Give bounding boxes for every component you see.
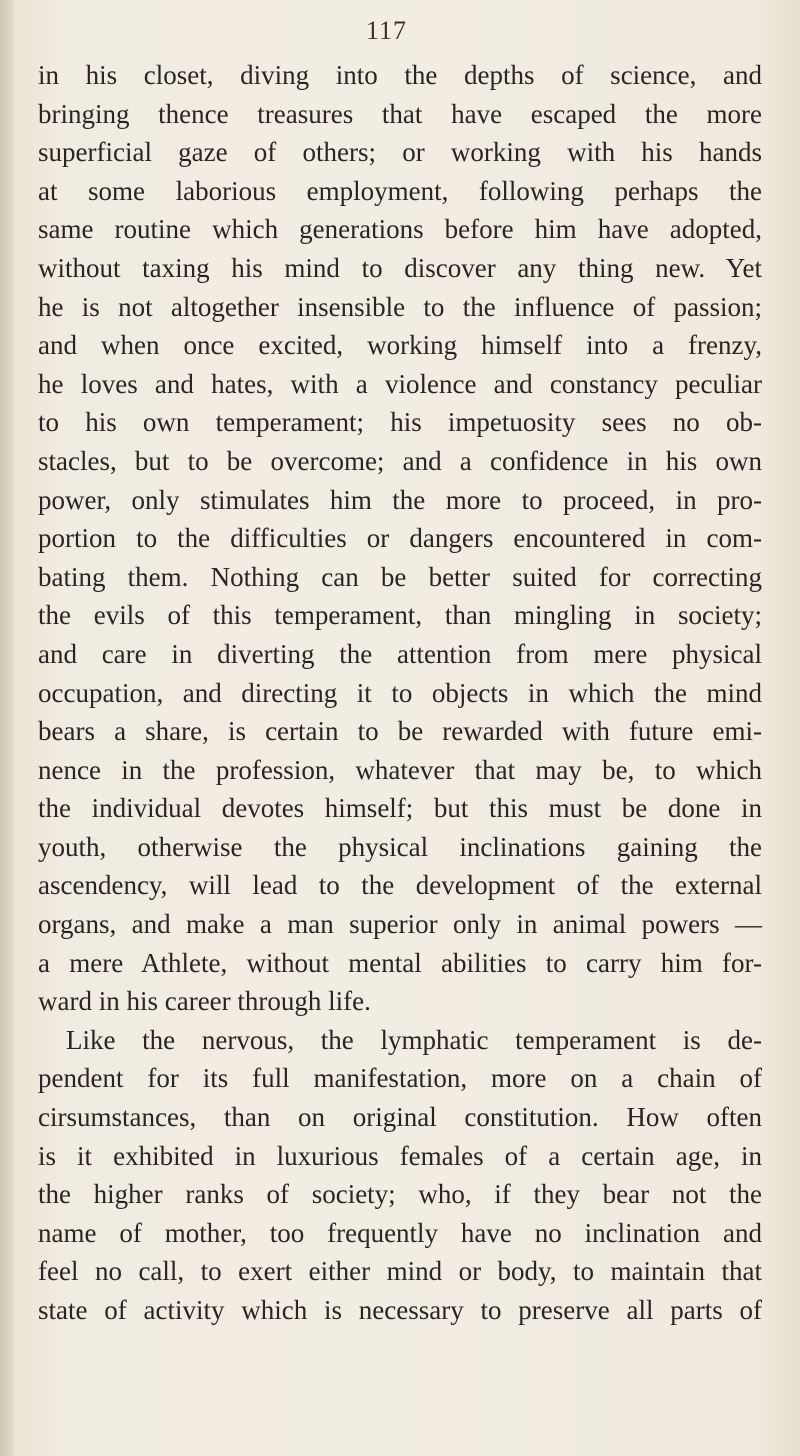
text-line: portion to the difficulties or dangers encountered in com- [38,523,762,554]
text-line: organs, and make a man superior only in animal powers — [38,909,762,940]
text-line: to his own temperament; his impetuosity sees no ob- [38,407,762,438]
text-line: cirsumstances, than on original constitution. How often [38,1102,762,1133]
text-line: nence in the profession, whatever that may be, to which [38,754,762,785]
paragraph-start-line: Like the nervous, the lymphatic temperament is de- [66,1024,762,1055]
text-line: the evils of this temperament, than mingling in society; [38,600,762,631]
text-line: superficial gaze of others; or working with his hands [38,137,762,168]
text-line: bears a share, is certain to be rewarded with future emi- [38,716,762,747]
binding-edge [0,0,14,1456]
text-line: power, only stimulates him the more to proceed, in pro- [38,484,762,515]
text-line: youth, otherwise the physical inclinations gaining the [38,831,762,862]
page-number: 117 [366,16,408,45]
text-line: at some laborious employment, following perhaps the [38,175,762,206]
text-line: feel no call, to exert either mind or body, to maintain that [38,1256,762,1287]
body-text [38,56,762,1330]
text-line: a mere Athlete, without mental abilities to carry him for- [38,947,762,978]
text-line: name of mother, too frequently have no inclination and [38,1217,762,1248]
text-line: the higher ranks of society; who, if they bear not the [38,1179,762,1210]
text-line: state of activity which is necessary to preserve all parts of [38,1295,762,1325]
text-line: without taxing his mind to discover any thing new. Yet [38,252,762,283]
text-line: same routine which generations before him have adopted, [38,214,762,245]
text-line: he is not altogether insensible to the influence of passion; [38,291,762,322]
text-line: in his closet, diving into the depths of science, and [38,60,762,90]
text-line: and care in diverting the attention from mere physical [38,638,762,669]
text-line: pendent for its full manifestation, more on a chain of [38,1063,762,1094]
text-line: stacles, but to be overcome; and a confidence in his own [38,445,762,476]
text-line: occupation, and directing it to objects in which the mind [38,677,762,708]
text-line: ascendency, will lead to the development of the external [38,870,762,901]
text-line: bringing thence treasures that have escaped the more [38,98,762,129]
text-line: and when once excited, working himself into a frenzy, [38,330,762,361]
text-line: bating them. Nothing can be better suited for correcting [38,561,762,592]
text-line: the individual devotes himself; but this must be done in [38,793,762,824]
text-line: ward in his career through life. [38,986,371,1017]
text-line: he loves and hates, with a violence and constancy peculiar [38,368,762,399]
text-line: is it exhibited in luxurious females of a certain age, in [38,1140,762,1171]
